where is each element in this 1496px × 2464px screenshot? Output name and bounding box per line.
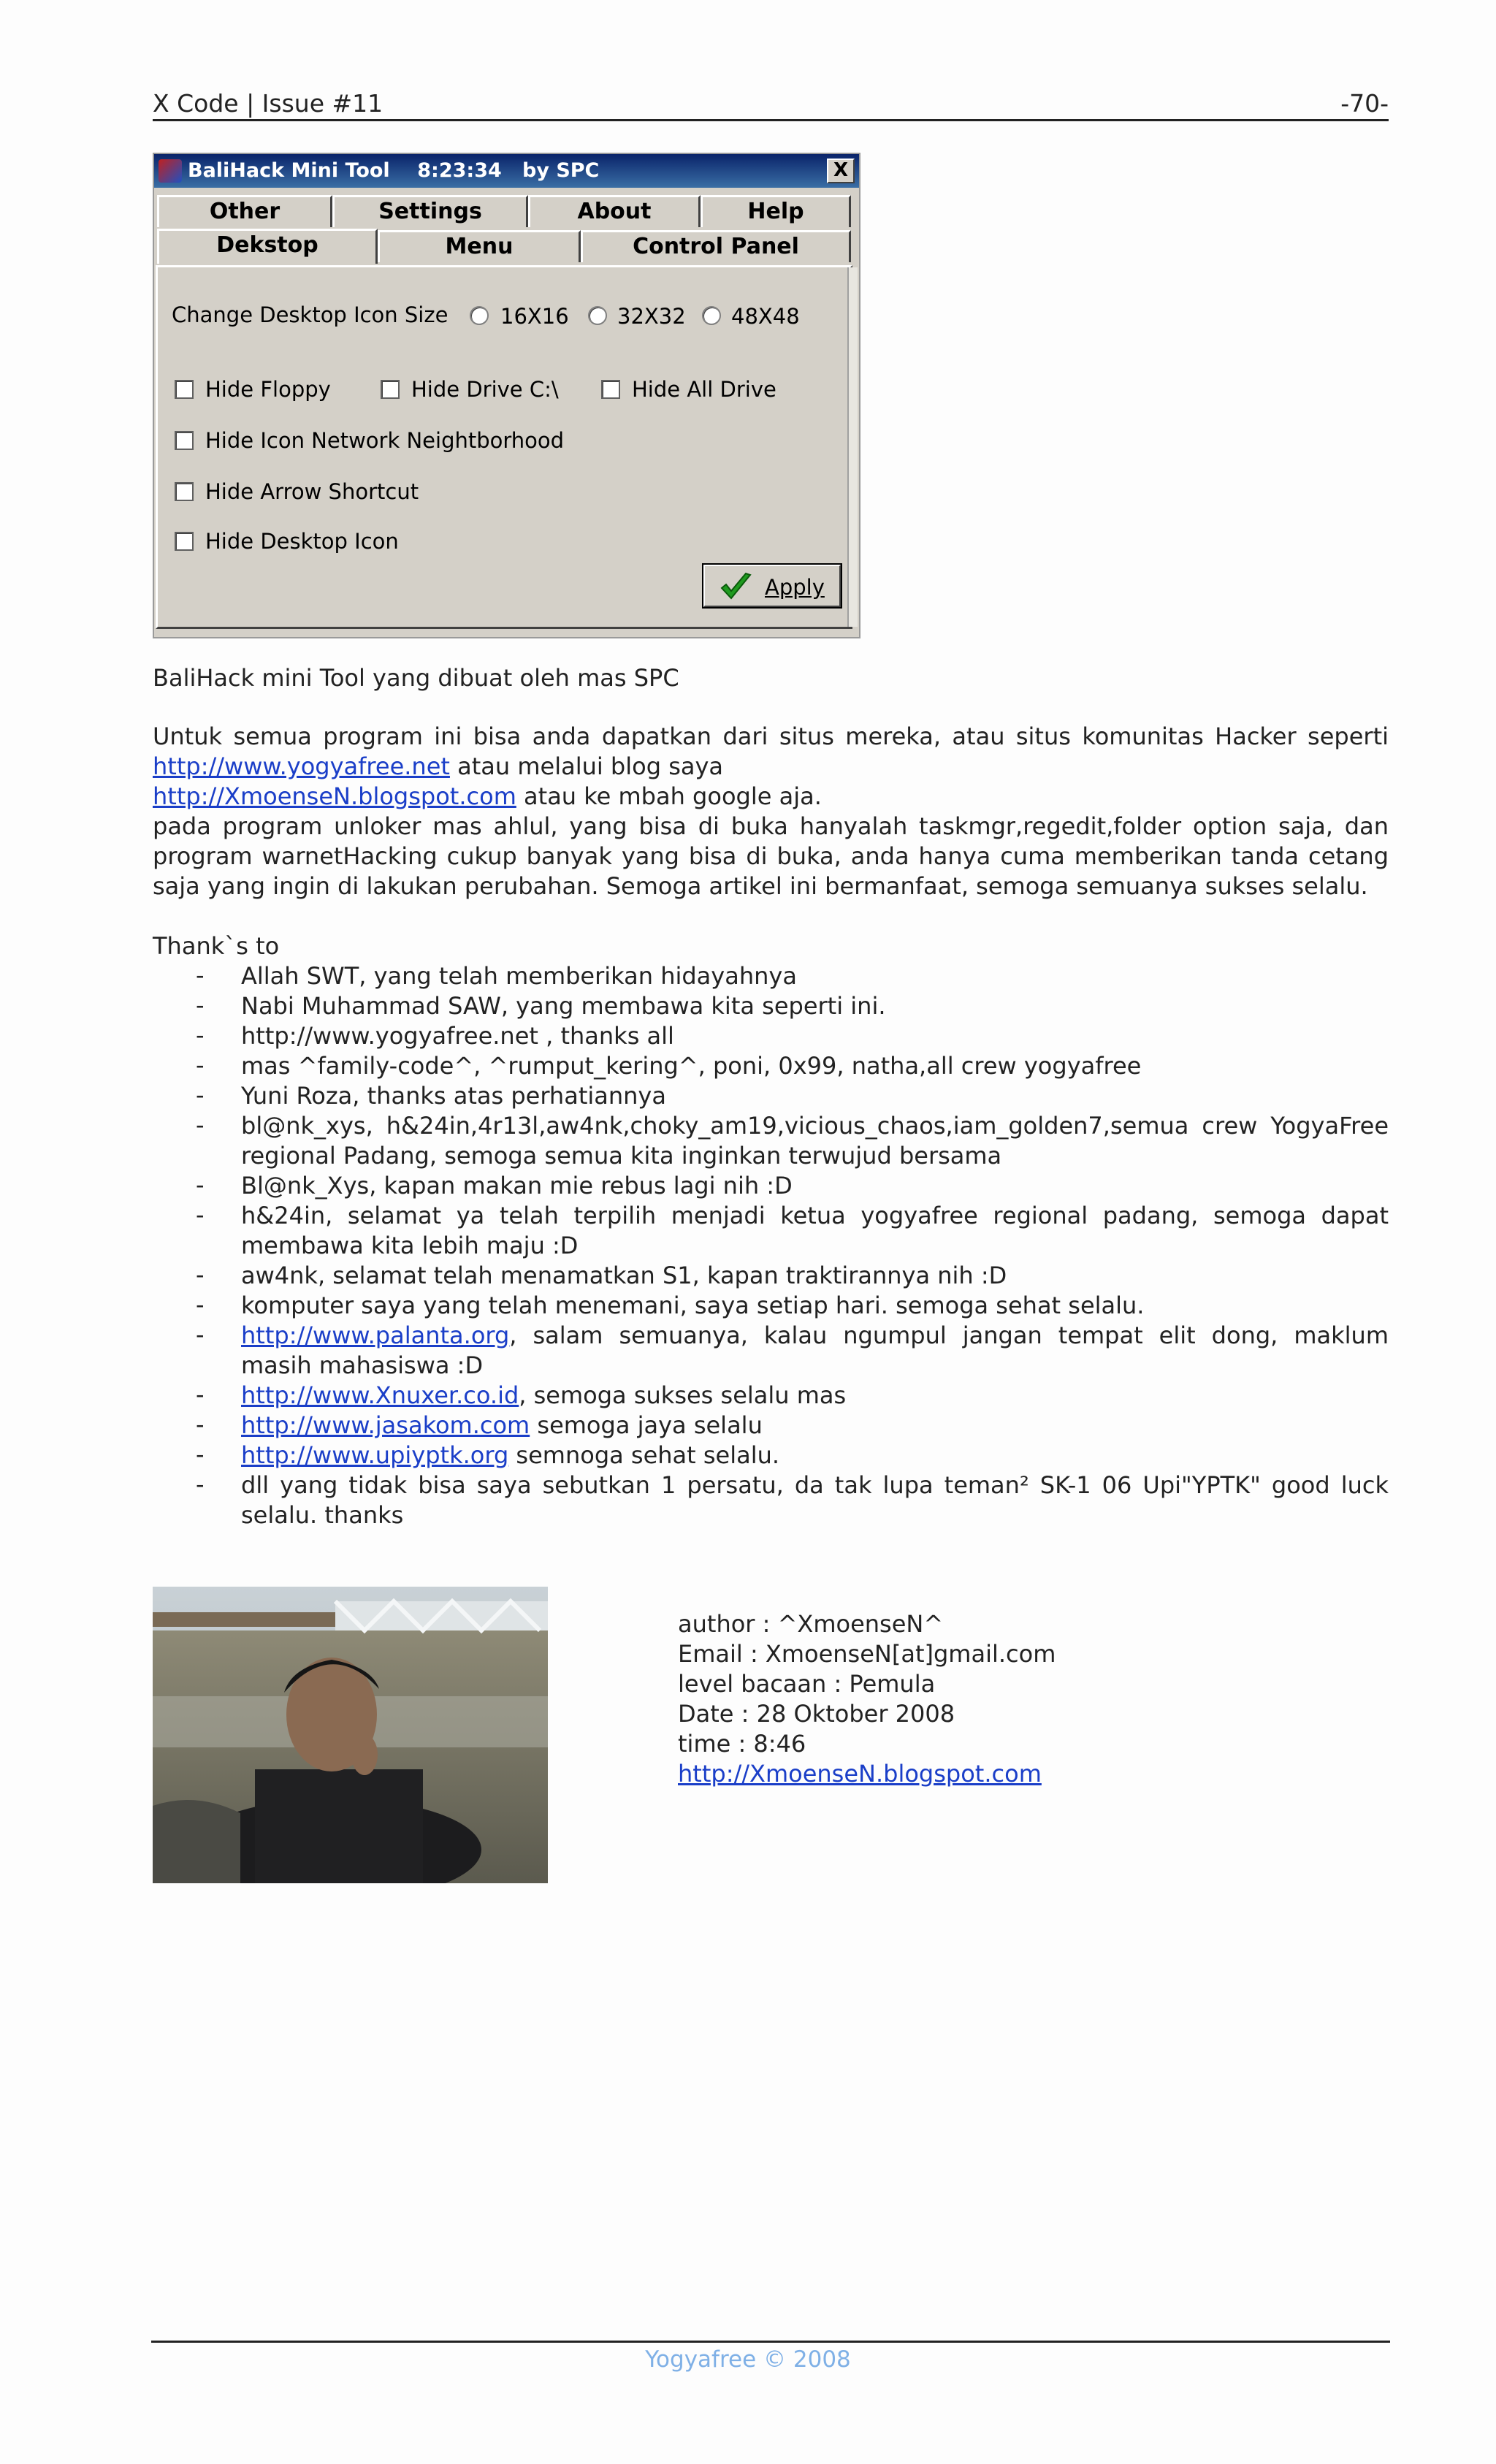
list-item: mas ^family-code^, ^rumput_kering^, poni, 0x99, natha,all crew yogyafree <box>241 1052 1142 1080</box>
page-number: -70- <box>1340 89 1389 118</box>
list-bullet: - <box>196 1111 205 1139</box>
page-footer: Yogyafree © 2008 <box>645 2346 851 2373</box>
icon-size-label: Change Desktop Icon Size <box>172 302 449 327</box>
list-bullet: - <box>196 1381 205 1408</box>
checkbox-hide-network[interactable] <box>175 431 194 450</box>
list-bullet: - <box>196 1081 205 1109</box>
list-item: Yuni Roza, thanks atas perhatiannya <box>241 1082 666 1110</box>
sources-line-1: Untuk semua program ini bisa anda dapatkan dari situs mereka, atau situs komunitas Hacker seperti <box>153 722 1389 750</box>
blog-link[interactable]: http://XmoenseN.blogspot.com <box>153 782 516 810</box>
radio-32x32-label: 32X32 <box>617 304 686 329</box>
paragraph-sources <box>153 722 1389 812</box>
author-email: Email : XmoenseN[at]gmail.com <box>678 1640 1056 1668</box>
checkbox-hide-desktop-icon[interactable] <box>175 532 194 551</box>
footer-divider <box>151 2341 1390 2343</box>
list-item <box>241 1321 1389 1381</box>
list-bullet: - <box>196 1321 205 1349</box>
close-icon[interactable]: X <box>827 159 855 183</box>
list-item-text: semoga jaya selalu <box>530 1411 763 1439</box>
radio-48x48-label: 48X48 <box>731 304 800 329</box>
radio-32x32[interactable] <box>588 306 607 325</box>
list-item: Allah SWT, yang telah memberikan hidayahnya <box>241 962 797 990</box>
list-item-text: , salam semuanya, kalau ngumpul jangan tempat elit dong, maklum masih mahasiswa :D <box>241 1321 1389 1379</box>
list-bullet: - <box>196 1291 205 1319</box>
sources-text-2: atau melalui blog saya <box>449 752 724 780</box>
list-bullet: - <box>196 1441 205 1468</box>
list-item: Bl@nk_Xys, kapan makan mie rebus lagi nih :D <box>241 1172 793 1199</box>
checkbox-hide-drive-c[interactable] <box>381 380 400 399</box>
tab-help[interactable]: Help <box>701 195 851 227</box>
tab-other[interactable]: Other <box>157 195 332 227</box>
figure-caption: BaliHack mini Tool yang dibuat oleh mas SPC <box>153 664 679 692</box>
xnuxer-link[interactable]: http://www.Xnuxer.co.id <box>241 1381 519 1409</box>
page-header <box>153 89 1389 118</box>
list-item-text: , semoga sukses selalu mas <box>519 1381 847 1409</box>
jasakom-link[interactable]: http://www.jasakom.com <box>241 1411 530 1439</box>
tab-settings[interactable]: Settings <box>332 195 528 227</box>
author-name: author : ^XmoenseN^ <box>678 1610 944 1638</box>
list-item-text: semnoga sehat selalu. <box>508 1441 780 1469</box>
list-item: komputer saya yang telah menemani, saya setiap hari. semoga sehat selalu. <box>241 1292 1145 1319</box>
hide-network-label: Hide Icon Network Neightborhood <box>205 428 565 453</box>
yogyafree-link[interactable]: http://www.yogyafree.net <box>153 752 450 780</box>
list-bullet: - <box>196 991 205 1019</box>
list-item: http://www.yogyafree.net , thanks all <box>241 1022 674 1050</box>
hide-arrow-shortcut-label: Hide Arrow Shortcut <box>205 479 419 504</box>
radio-48x48[interactable] <box>702 306 721 325</box>
balihack-window <box>153 153 860 638</box>
window-titlebar <box>154 154 859 188</box>
thanks-heading: Thank`s to <box>153 932 280 960</box>
checkbox-hide-floppy[interactable] <box>175 380 194 399</box>
list-bullet: - <box>196 1021 205 1049</box>
upiyptk-link[interactable]: http://www.upiyptk.org <box>241 1441 509 1469</box>
author-blog-link[interactable]: http://XmoenseN.blogspot.com <box>678 1760 1042 1788</box>
list-item: h&24in, selamat ya telah terpilih menjadi ketua yogyafree regional padang, semoga dapat membawa kita lebih maju :D <box>241 1202 1389 1259</box>
list-item <box>241 1441 1389 1471</box>
sources-text-3: atau ke mbah google aja. <box>516 782 822 810</box>
list-item: aw4nk, selamat telah menamatkan S1, kapan traktirannya nih :D <box>241 1262 1007 1289</box>
checkbox-hide-arrow-shortcut[interactable] <box>175 482 194 501</box>
apply-label: Apply <box>765 575 825 600</box>
hide-floppy-label: Hide Floppy <box>205 377 331 402</box>
hide-all-drive-label: Hide All Drive <box>632 377 776 402</box>
header-divider <box>153 119 1389 121</box>
article-date: Date : 28 Oktober 2008 <box>678 1700 955 1728</box>
author-blog-link-row <box>678 1759 1042 1789</box>
list-bullet: - <box>196 1261 205 1289</box>
list-item <box>241 1411 1389 1441</box>
list-bullet: - <box>196 1471 205 1498</box>
list-item: bl@nk_xys, h&24in,4r13l,aw4nk,choky_am19,vicious_chaos,iam_golden7,semua crew YogyaFree regional Padang, semoga semua kita inginkan terwujud bersama <box>241 1112 1389 1170</box>
author-photo-image <box>153 1587 548 1883</box>
list-item: Nabi Muhammad SAW, yang membawa kita seperti ini. <box>241 992 886 1020</box>
tab-dekstop[interactable]: Dekstop <box>157 229 378 264</box>
list-bullet: - <box>196 1201 205 1229</box>
checkbox-hide-all-drive[interactable] <box>601 380 620 399</box>
reading-level: level bacaan : Pemula <box>678 1670 936 1698</box>
tab-about[interactable]: About <box>528 195 701 227</box>
apply-button[interactable] <box>703 564 842 608</box>
header-title: X Code | Issue #11 <box>153 89 383 118</box>
article-time: time : 8:46 <box>678 1730 806 1758</box>
tab-menu[interactable]: Menu <box>378 230 581 262</box>
hide-drive-c-label: Hide Drive C:\ <box>411 377 559 402</box>
tab-control-panel[interactable]: Control Panel <box>581 230 851 262</box>
paragraph-unlocker: pada program unloker mas ahlul, yang bisa di buka hanyalah taskmgr,regedit,folder option saja, dan program warnetHacking cukup banyak yang bisa di buka, anda hanya cuma memberikan tanda cetang saja yang ingin di lakukan perubahan. Semoga artikel ini bermanfaat, semoga semuanya sukses selalu. <box>153 812 1389 900</box>
list-item: dll yang tidak bisa saya sebutkan 1 persatu, da tak lupa teman² SK-1 06 Upi"YPTK" good luck selalu. thanks <box>241 1471 1389 1529</box>
list-bullet: - <box>196 1411 205 1438</box>
checkmark-icon <box>720 572 752 601</box>
list-bullet: - <box>196 1171 205 1199</box>
list-bullet: - <box>196 1051 205 1079</box>
radio-16x16-label: 16X16 <box>500 304 569 329</box>
radio-16x16[interactable] <box>470 306 489 325</box>
scrollbar[interactable] <box>847 267 858 627</box>
window-title: BaliHack Mini Tool 8:23:34 by SPC <box>188 159 600 182</box>
author-photo <box>153 1587 548 1883</box>
palanta-link[interactable]: http://www.palanta.org <box>241 1321 510 1349</box>
app-icon <box>159 159 182 183</box>
list-item <box>241 1381 1389 1411</box>
hide-desktop-icon-label: Hide Desktop Icon <box>205 529 399 554</box>
list-bullet: - <box>196 961 205 989</box>
